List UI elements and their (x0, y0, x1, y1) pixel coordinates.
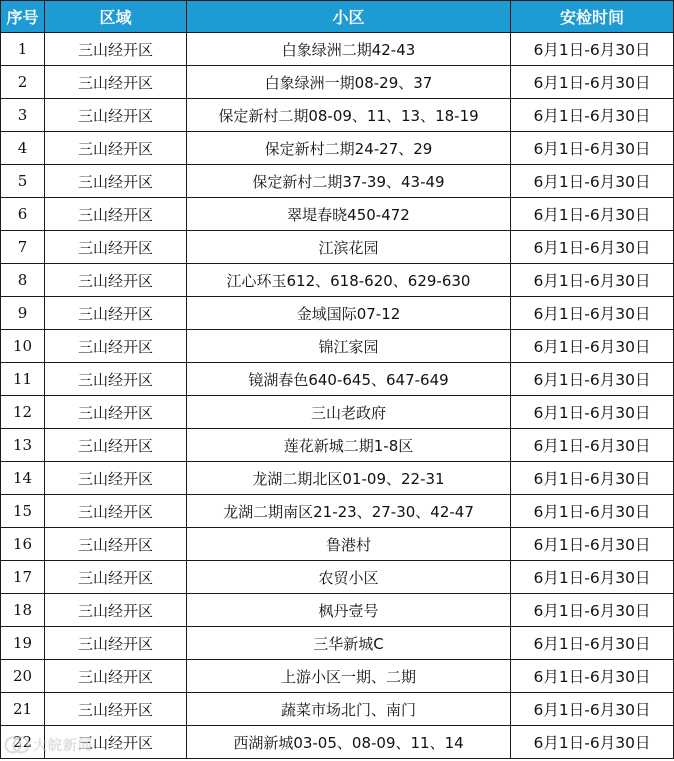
cell-district: 三山经开区 (45, 330, 187, 363)
cell-district: 三山经开区 (45, 198, 187, 231)
table-row (1, 660, 674, 693)
cell-community: 保定新村二期08-09、11、13、18-19 (187, 99, 511, 132)
cell-district: 三山经开区 (45, 693, 187, 726)
cell-inspection-time: 6月1日-6月30日 (511, 330, 674, 363)
cell-index: 7 (1, 231, 45, 264)
cell-community: 上游小区一期、二期 (187, 660, 511, 693)
table-row (1, 264, 674, 297)
cell-inspection-time: 6月1日-6月30日 (511, 627, 674, 660)
cell-district: 三山经开区 (45, 594, 187, 627)
cell-index: 22 (1, 726, 45, 759)
cell-district: 三山经开区 (45, 132, 187, 165)
cell-inspection-time: 6月1日-6月30日 (511, 66, 674, 99)
cell-district: 三山经开区 (45, 660, 187, 693)
cell-district: 三山经开区 (45, 396, 187, 429)
table-row (1, 462, 674, 495)
cell-inspection-time: 6月1日-6月30日 (511, 561, 674, 594)
table-header (1, 1, 674, 33)
table-row (1, 429, 674, 462)
cell-community: 莲花新城二期1-8区 (187, 429, 511, 462)
cell-community: 鲁港村 (187, 528, 511, 561)
cell-community: 农贸小区 (187, 561, 511, 594)
header-district: 区域 (45, 1, 187, 33)
cell-inspection-time: 6月1日-6月30日 (511, 231, 674, 264)
cell-community: 龙湖二期北区01-09、22-31 (187, 462, 511, 495)
cell-community: 保定新村二期37-39、43-49 (187, 165, 511, 198)
cell-community: 三山老政府 (187, 396, 511, 429)
table-row (1, 165, 674, 198)
table-row (1, 726, 674, 759)
cell-inspection-time: 6月1日-6月30日 (511, 198, 674, 231)
cell-district: 三山经开区 (45, 561, 187, 594)
cell-index: 12 (1, 396, 45, 429)
cell-inspection-time: 6月1日-6月30日 (511, 429, 674, 462)
cell-index: 3 (1, 99, 45, 132)
cell-inspection-time: 6月1日-6月30日 (511, 594, 674, 627)
cell-index: 8 (1, 264, 45, 297)
table-row (1, 231, 674, 264)
cell-inspection-time: 6月1日-6月30日 (511, 495, 674, 528)
cell-district: 三山经开区 (45, 462, 187, 495)
header-community: 小区 (187, 1, 511, 33)
cell-community: 龙湖二期南区21-23、27-30、42-47 (187, 495, 511, 528)
cell-district: 三山经开区 (45, 627, 187, 660)
cell-district: 三山经开区 (45, 726, 187, 759)
header-inspection-time: 安检时间 (511, 1, 674, 33)
cell-index: 4 (1, 132, 45, 165)
cell-district: 三山经开区 (45, 231, 187, 264)
cell-index: 9 (1, 297, 45, 330)
cell-index: 16 (1, 528, 45, 561)
cell-community: 西湖新城03-05、08-09、11、14 (187, 726, 511, 759)
table-row (1, 330, 674, 363)
table-row (1, 594, 674, 627)
cell-index: 5 (1, 165, 45, 198)
cell-inspection-time: 6月1日-6月30日 (511, 132, 674, 165)
cell-community: 蔬菜市场北门、南门 (187, 693, 511, 726)
cell-inspection-time: 6月1日-6月30日 (511, 264, 674, 297)
cell-district: 三山经开区 (45, 66, 187, 99)
table-row (1, 297, 674, 330)
cell-community: 金域国际07-12 (187, 297, 511, 330)
table-row (1, 99, 674, 132)
cell-index: 14 (1, 462, 45, 495)
cell-district: 三山经开区 (45, 495, 187, 528)
cell-community: 白象绿洲一期08-29、37 (187, 66, 511, 99)
cell-index: 20 (1, 660, 45, 693)
cell-index: 10 (1, 330, 45, 363)
cell-inspection-time: 6月1日-6月30日 (511, 528, 674, 561)
cell-inspection-time: 6月1日-6月30日 (511, 396, 674, 429)
cell-inspection-time: 6月1日-6月30日 (511, 726, 674, 759)
table-row (1, 198, 674, 231)
table-row (1, 528, 674, 561)
table-row (1, 396, 674, 429)
cell-index: 21 (1, 693, 45, 726)
cell-index: 1 (1, 33, 45, 66)
cell-community: 三华新城C (187, 627, 511, 660)
cell-community: 白象绿洲二期42-43 (187, 33, 511, 66)
cell-community: 枫丹壹号 (187, 594, 511, 627)
table-row (1, 66, 674, 99)
cell-index: 15 (1, 495, 45, 528)
table-row (1, 132, 674, 165)
cell-inspection-time: 6月1日-6月30日 (511, 33, 674, 66)
cell-community: 江滨花园 (187, 231, 511, 264)
header-row (1, 1, 674, 33)
table-row (1, 363, 674, 396)
watermark-text: 大皖新闻 (33, 738, 93, 754)
cell-index: 11 (1, 363, 45, 396)
cell-community: 翠堤春晓450-472 (187, 198, 511, 231)
table-row (1, 693, 674, 726)
cell-index: 6 (1, 198, 45, 231)
cell-inspection-time: 6月1日-6月30日 (511, 363, 674, 396)
cell-community: 保定新村二期24-27、29 (187, 132, 511, 165)
header-index: 序号 (1, 1, 45, 33)
cell-inspection-time: 6月1日-6月30日 (511, 462, 674, 495)
cell-district: 三山经开区 (45, 297, 187, 330)
table-row (1, 627, 674, 660)
cell-district: 三山经开区 (45, 33, 187, 66)
cell-district: 三山经开区 (45, 429, 187, 462)
cell-inspection-time: 6月1日-6月30日 (511, 297, 674, 330)
cell-community: 锦江家园 (187, 330, 511, 363)
cell-inspection-time: 6月1日-6月30日 (511, 660, 674, 693)
cell-inspection-time: 6月1日-6月30日 (511, 99, 674, 132)
cell-index: 18 (1, 594, 45, 627)
cell-index: 13 (1, 429, 45, 462)
cell-community: 江心环玉612、618-620、629-630 (187, 264, 511, 297)
table-row (1, 561, 674, 594)
cell-community: 镜湖春色640-645、647-649 (187, 363, 511, 396)
cell-district: 三山经开区 (45, 264, 187, 297)
cell-district: 三山经开区 (45, 165, 187, 198)
table-row (1, 33, 674, 66)
cell-inspection-time: 6月1日-6月30日 (511, 165, 674, 198)
cell-index: 2 (1, 66, 45, 99)
table-body (1, 33, 674, 759)
cell-district: 三山经开区 (45, 99, 187, 132)
cell-district: 三山经开区 (45, 363, 187, 396)
cell-district: 三山经开区 (45, 528, 187, 561)
cell-index: 19 (1, 627, 45, 660)
cell-inspection-time: 6月1日-6月30日 (511, 693, 674, 726)
cell-index: 17 (1, 561, 45, 594)
table-row (1, 495, 674, 528)
